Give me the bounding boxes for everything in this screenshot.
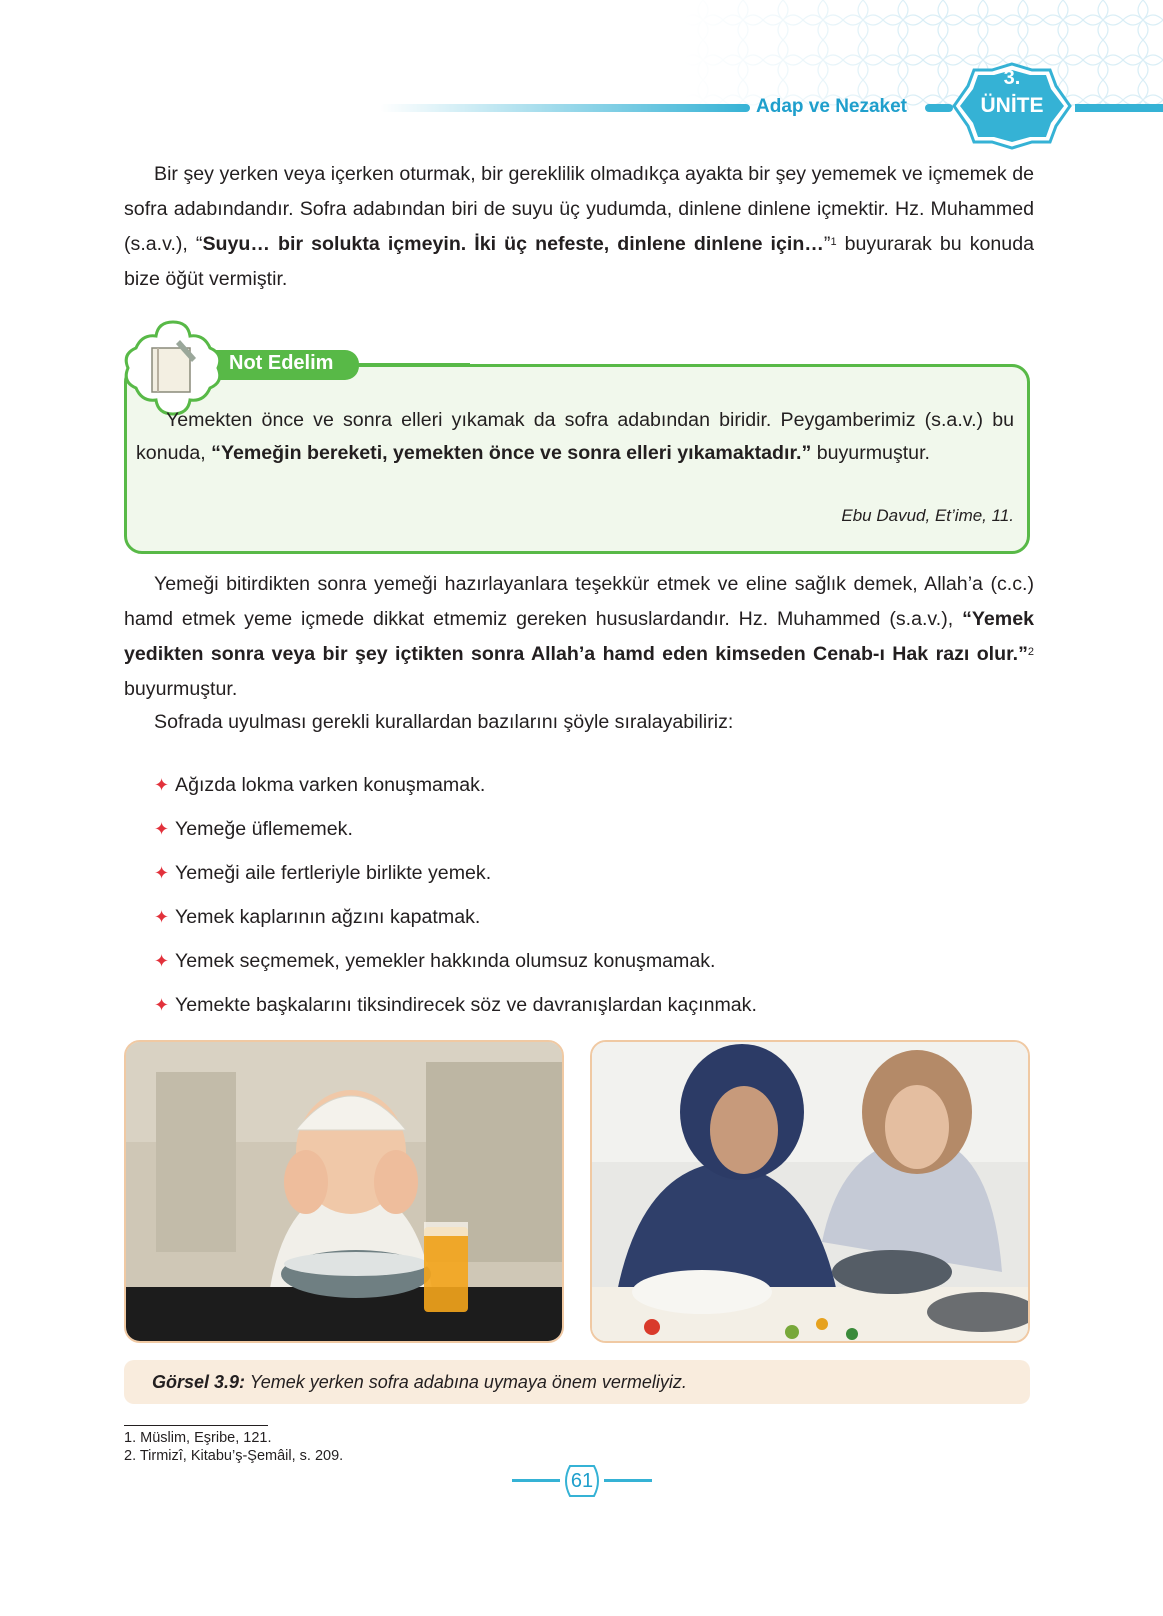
list-item-text: Yemek seçmemek, yemekler hakkında olumsuz konuşmamak. <box>175 950 716 972</box>
section-title: Adap ve Nezaket <box>756 96 908 117</box>
paragraph-1-quote: Suyu… bir solukta içmeyin. İki üç nefeste, dinlene dinlene için… <box>202 233 824 255</box>
list-item <box>154 900 757 944</box>
caption-text: Yemek yerken sofra adabına uymaya önem vermeliyiz. <box>245 1372 687 1392</box>
caption-label: Görsel 3.9: <box>152 1372 246 1392</box>
figure-caption <box>124 1360 1030 1404</box>
note-text-intro: Yemekten önce ve sonra elleri yıkamak da sofra adabından biridir. Peygamberimiz (s.a.v.) bu konuda, <box>136 409 1014 464</box>
footnote-ref-2[interactable]: 2 <box>1027 646 1034 658</box>
footnote-ref-1[interactable]: 1 <box>830 236 837 248</box>
note-tab-line <box>350 363 470 367</box>
footnote-1: 1. Müslim, Eşribe, 121. <box>124 1430 272 1446</box>
star-bullet-icon: ✦ <box>154 951 170 971</box>
list-item <box>154 944 757 988</box>
photo-women-illustration <box>592 1042 1030 1343</box>
star-bullet-icon: ✦ <box>154 863 170 883</box>
star-bullet-icon: ✦ <box>154 907 170 927</box>
footnote-2: 2. Tirmizî, Kitabu’ş-Şemâil, s. 209. <box>124 1448 344 1464</box>
note-quote: “Yemeğin bereketi, yemekten önce ve sonra elleri yıkamaktadır.” <box>211 442 812 464</box>
list-item <box>154 768 757 812</box>
paragraph-1-tail: buyurarak bu konuda bize öğüt vermiştir. <box>124 233 1034 290</box>
paragraph-2-tail: buyurmuştur. <box>124 678 238 700</box>
notebook-icon <box>118 318 228 418</box>
photo-women-eating <box>590 1040 1030 1343</box>
list-item-text: Ağızda lokma varken konuşmamak. <box>175 774 486 796</box>
rules-list <box>154 768 757 1032</box>
note-text-tail: buyurmuştur. <box>811 442 930 464</box>
paragraph-1-text: Bir şey yerken veya içerken oturmak, bir gereklilik olmadıkça ayakta bir şey yememek ve içmemek de sofra adabındandır. Sofra adabından biri de suyu üç yudumda, dinlene dinlene içmektir. Hz. Muhammed (s.a.v.), “ <box>124 163 1034 255</box>
list-item-text: Yemek kaplarının ağzını kapatmak. <box>175 906 481 928</box>
unit-label: ÜNİTE <box>980 94 1044 117</box>
photo-boy-at-table <box>124 1040 564 1343</box>
unit-number: 3. <box>1003 67 1021 89</box>
page-number-line-right <box>604 1479 652 1482</box>
star-bullet-icon: ✦ <box>154 995 170 1015</box>
header-pattern <box>683 0 1163 110</box>
list-item-text: Yemeğe üflememek. <box>175 818 353 840</box>
paragraph-2-text: Yemeği bitirdikten sonra yemeği hazırlayanlara teşekkür etmek ve eline sağlık demek, Allah’a (c.c.) hamd etmek yeme içmede dikkat etmemiz gereken hususlardandır. Hz. Muhammed (s.a.v.), <box>124 573 1034 630</box>
list-item <box>154 812 757 856</box>
paragraph-1 <box>124 157 1034 297</box>
header-line-short <box>925 104 953 112</box>
list-item <box>154 856 757 900</box>
header-line <box>380 104 750 112</box>
paragraph-1-quote-close: ” <box>823 233 831 255</box>
list-item <box>154 988 757 1032</box>
list-intro: Sofrada uyulması gerekli kurallardan bazılarını şöyle sıralayabiliriz: <box>154 711 734 733</box>
header-line-right <box>1075 104 1163 112</box>
star-bullet-icon: ✦ <box>154 775 170 795</box>
list-item-text: Yemekte başkalarını tiksindirecek söz ve davranışlardan kaçınmak. <box>175 994 757 1016</box>
paragraph-2-quote: “Yemek yedikten sonra veya bir şey içtikten sonra Allah’a hamd eden kimseden Cenab-ı Hak razı olur.” <box>124 608 1034 665</box>
star-bullet-icon: ✦ <box>154 819 170 839</box>
paragraph-2 <box>124 567 1034 707</box>
photo-boy-illustration <box>126 1042 564 1343</box>
note-source: Ebu Davud, Et’ime, 11. <box>841 506 1014 525</box>
page-number-line-left <box>512 1479 560 1482</box>
list-item-text: Yemeği aile fertleriyle birlikte yemek. <box>175 862 492 884</box>
footnote-divider <box>124 1425 268 1426</box>
note-title: Not Edelim <box>229 352 334 374</box>
note-text <box>136 404 1014 470</box>
page-number: 61 <box>570 1470 594 1492</box>
